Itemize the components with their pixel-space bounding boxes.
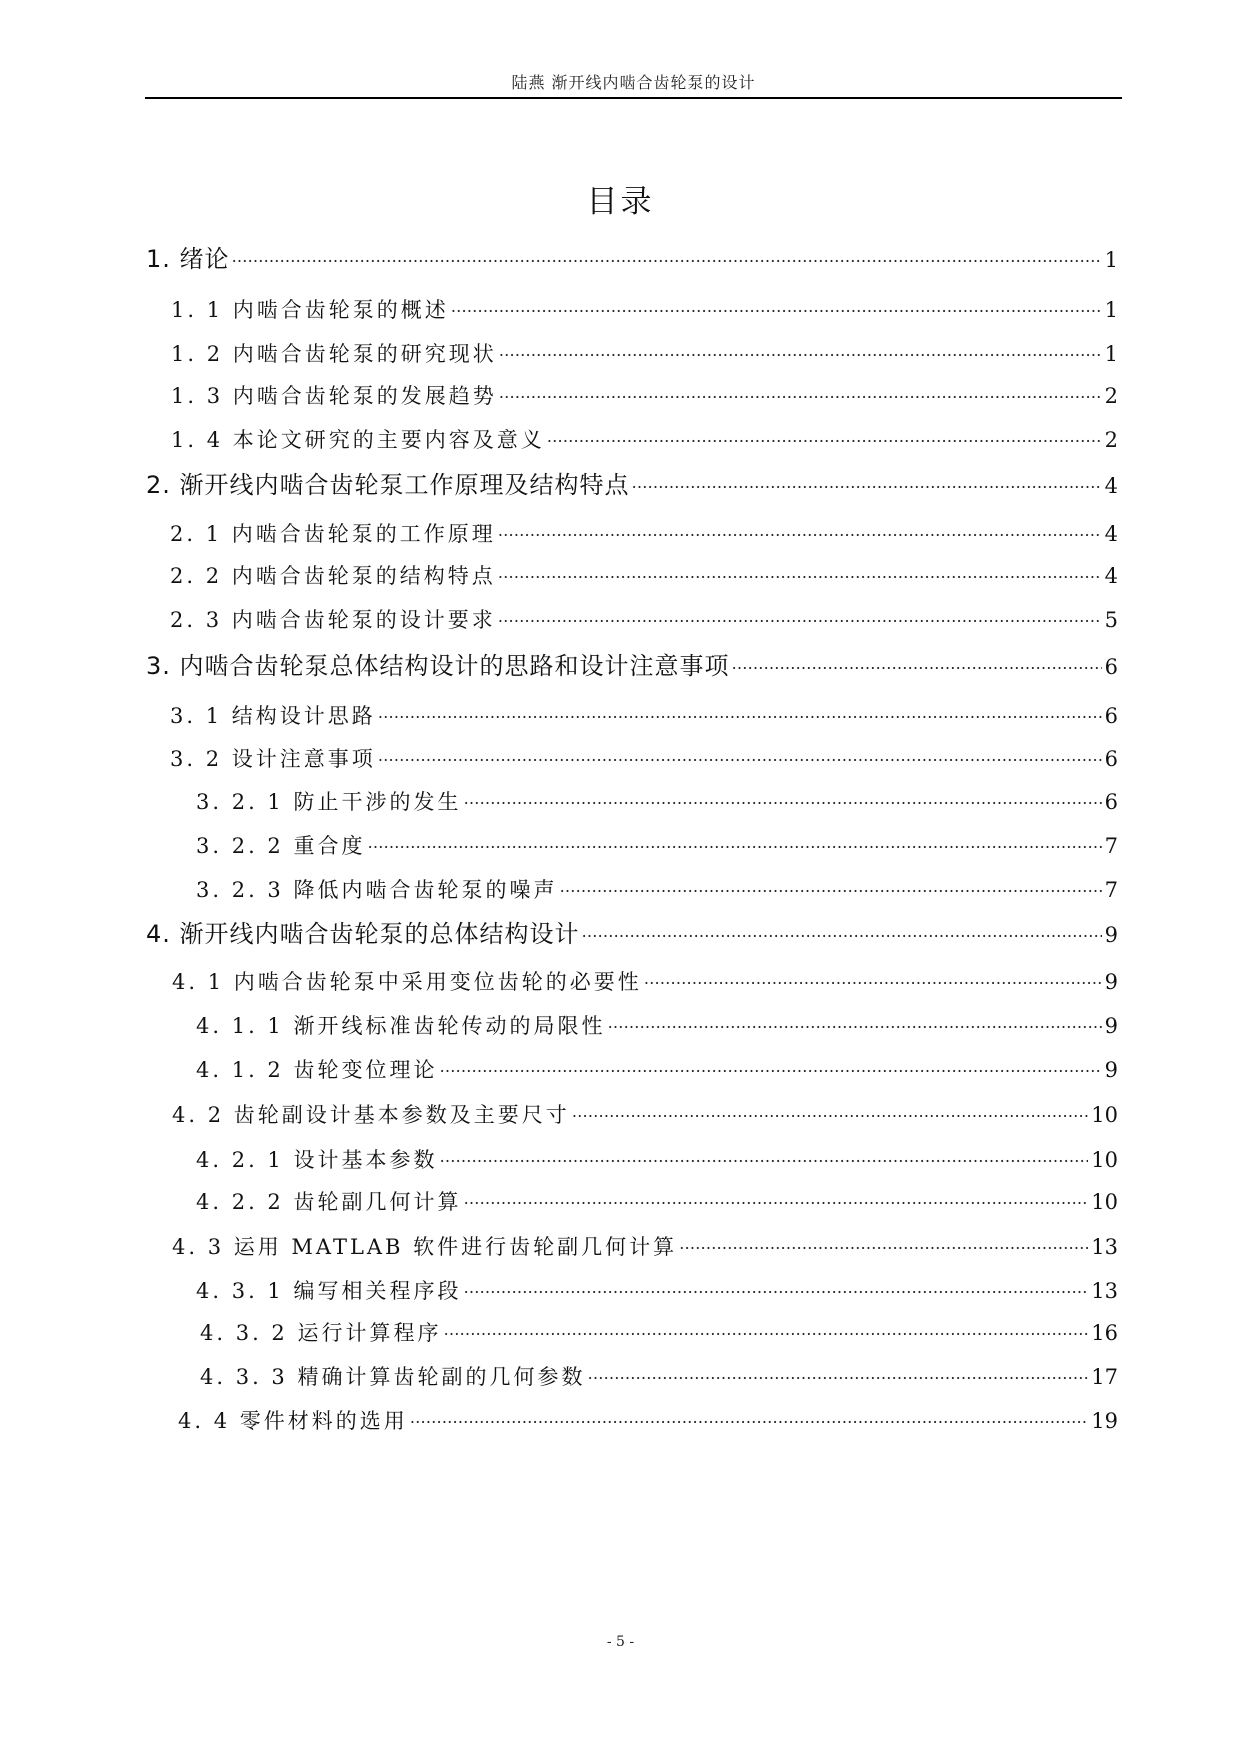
toc-entry-label: 4. 3. 2 运行计算程序: [200, 1321, 442, 1345]
toc-entry[interactable]: [196, 999, 1118, 1038]
toc-dot-leader: [232, 233, 1102, 267]
toc-entry[interactable]: [172, 1088, 1118, 1127]
toc-entry-page: 10: [1091, 1190, 1118, 1214]
toc-dot-leader: [644, 955, 1102, 989]
toc-entry-page: 6: [1104, 655, 1118, 679]
running-header: 陆燕 渐开线内啮合齿轮泵的设计: [511, 73, 756, 92]
toc-dot-leader: [499, 327, 1102, 361]
toc-title: 目录: [586, 184, 655, 220]
toc-entry[interactable]: [196, 775, 1118, 814]
toc-entry[interactable]: [146, 233, 1118, 273]
toc-entry[interactable]: [196, 1133, 1118, 1172]
toc-dot-leader: [498, 593, 1102, 627]
toc-entry[interactable]: [200, 1350, 1118, 1389]
toc-entry-page: 16: [1091, 1321, 1118, 1345]
toc-entry-label: 1. 1 内啮合齿轮泵的概述: [171, 298, 449, 322]
toc-entry-label: 4. 2. 2 齿轮副几何计算: [196, 1190, 462, 1214]
toc-entry-page: 7: [1104, 834, 1118, 858]
toc-entry-label: 3. 1 结构设计思路: [170, 704, 376, 728]
toc-entry-label: 2. 1 内啮合齿轮泵的工作原理: [170, 522, 496, 546]
toc-dot-leader: [732, 640, 1102, 674]
toc-entry-page: 6: [1104, 704, 1118, 728]
toc-entry-page: 5: [1104, 608, 1118, 632]
toc-dot-leader: [367, 819, 1101, 853]
toc-entry[interactable]: [172, 955, 1118, 994]
toc-entry[interactable]: [146, 640, 1118, 680]
toc-entry-page: 1: [1104, 248, 1118, 272]
toc-entry-label: 1. 2 内啮合齿轮泵的研究现状: [171, 342, 497, 366]
toc-dot-leader: [443, 1306, 1088, 1340]
toc-entry-label: 3. 2. 3 降低内啮合齿轮泵的噪声: [196, 878, 558, 902]
toc-entry-label: 3. 内啮合齿轮泵总体结构设计的思路和设计注意事项: [146, 652, 730, 680]
toc-entry-label: 1. 绪论: [146, 245, 230, 273]
toc-entry-label: 4. 1. 1 渐开线标准齿轮传动的局限性: [196, 1014, 606, 1038]
toc-entry[interactable]: [196, 1175, 1118, 1214]
toc-dot-leader: [463, 775, 1101, 809]
toc-entry[interactable]: [171, 369, 1118, 408]
toc-entry-page: 6: [1104, 747, 1118, 771]
toc-entry-page: 13: [1091, 1279, 1118, 1303]
toc-entry[interactable]: [200, 1306, 1118, 1345]
toc-entry[interactable]: [196, 1043, 1118, 1082]
toc-entry-label: 2. 2 内啮合齿轮泵的结构特点: [170, 564, 496, 588]
toc-dot-leader: [498, 507, 1102, 541]
toc-entry[interactable]: [172, 1220, 1118, 1259]
toc-entry-page: 1: [1104, 298, 1118, 322]
toc-dot-leader: [499, 369, 1102, 403]
toc-entry-page: 9: [1104, 1058, 1118, 1082]
toc-entry[interactable]: [171, 283, 1118, 322]
toc-entry-label: 1. 3 内啮合齿轮泵的发展趋势: [171, 384, 497, 408]
toc-dot-leader: [451, 283, 1102, 317]
toc-entry-page: 4: [1104, 474, 1118, 498]
toc-entry[interactable]: [146, 908, 1118, 948]
toc-entry[interactable]: [170, 593, 1118, 632]
toc-dot-leader: [378, 732, 1102, 766]
toc-entry[interactable]: [196, 863, 1118, 902]
toc-entry[interactable]: [170, 689, 1118, 728]
toc-entry-page: 10: [1091, 1103, 1118, 1127]
toc-entry[interactable]: [170, 507, 1118, 546]
toc-dot-leader: [463, 1175, 1088, 1209]
toc-entry-page: 13: [1091, 1235, 1118, 1259]
toc-entry-label: 3. 2 设计注意事项: [170, 747, 376, 771]
toc-entry-label: 2. 渐开线内啮合齿轮泵工作原理及结构特点: [146, 471, 630, 499]
toc-entry-page: 1: [1104, 342, 1118, 366]
toc-entry-label: 4. 3. 1 编写相关程序段: [196, 1279, 462, 1303]
toc-dot-leader: [632, 459, 1102, 493]
toc-entry-label: 4. 1 内啮合齿轮泵中采用变位齿轮的必要性: [172, 970, 642, 994]
toc-dot-leader: [410, 1394, 1089, 1428]
toc-entry-label: 4. 4 零件材料的选用: [178, 1409, 408, 1433]
toc-dot-leader: [439, 1133, 1088, 1167]
toc-entry-page: 9: [1104, 970, 1118, 994]
toc-entry-page: 10: [1091, 1148, 1118, 1172]
toc-entry-label: 4. 3. 3 精确计算齿轮副的几何参数: [200, 1365, 586, 1389]
toc-entry[interactable]: [196, 1264, 1118, 1303]
toc-entry-page: 2: [1104, 428, 1118, 452]
toc-dot-leader: [679, 1220, 1088, 1254]
toc-entry-label: 4. 3 运用 MATLAB 软件进行齿轮副几何计算: [172, 1235, 678, 1259]
toc-dot-leader: [607, 999, 1101, 1033]
toc-dot-leader: [572, 1088, 1089, 1122]
toc-entry-page: 6: [1104, 790, 1118, 814]
toc-entry-page: 9: [1104, 923, 1118, 947]
toc-entry-label: 4. 1. 2 齿轮变位理论: [196, 1058, 438, 1082]
toc-entry-page: 9: [1104, 1014, 1118, 1038]
toc-entry-label: 2. 3 内啮合齿轮泵的设计要求: [170, 608, 496, 632]
toc-entry[interactable]: [170, 732, 1118, 771]
toc-entry-page: 4: [1104, 522, 1118, 546]
toc-entry-label: 1. 4 本论文研究的主要内容及意义: [171, 428, 545, 452]
toc-dot-leader: [439, 1043, 1101, 1077]
toc-entry[interactable]: [196, 819, 1118, 858]
page-number: - 5 -: [606, 1634, 635, 1650]
toc-entry[interactable]: [146, 459, 1118, 499]
toc-dot-leader: [498, 549, 1102, 583]
toc-dot-leader: [378, 689, 1102, 723]
toc-entry-label: 4. 渐开线内啮合齿轮泵的总体结构设计: [146, 920, 580, 948]
toc-entry-label: 3. 2. 2 重合度: [196, 834, 366, 858]
toc-entry[interactable]: [178, 1394, 1118, 1433]
toc-dot-leader: [587, 1350, 1088, 1384]
toc-dot-leader: [559, 863, 1101, 897]
toc-entry[interactable]: [171, 413, 1118, 452]
toc-entry-label: 4. 2. 1 设计基本参数: [196, 1148, 438, 1172]
toc-entry-page: 17: [1091, 1365, 1118, 1389]
toc-dot-leader: [582, 908, 1102, 942]
toc-dot-leader: [547, 413, 1102, 447]
toc-entry-label: 3. 2. 1 防止干涉的发生: [196, 790, 462, 814]
toc-entry-page: 19: [1091, 1409, 1118, 1433]
toc-entry-page: 2: [1104, 384, 1118, 408]
toc-dot-leader: [463, 1264, 1088, 1298]
toc-entry-label: 4. 2 齿轮副设计基本参数及主要尺寸: [172, 1103, 570, 1127]
toc-entry[interactable]: [170, 549, 1118, 588]
toc-entry[interactable]: [171, 327, 1118, 366]
toc-entry-page: 7: [1104, 878, 1118, 902]
toc-entry-page: 4: [1104, 564, 1118, 588]
